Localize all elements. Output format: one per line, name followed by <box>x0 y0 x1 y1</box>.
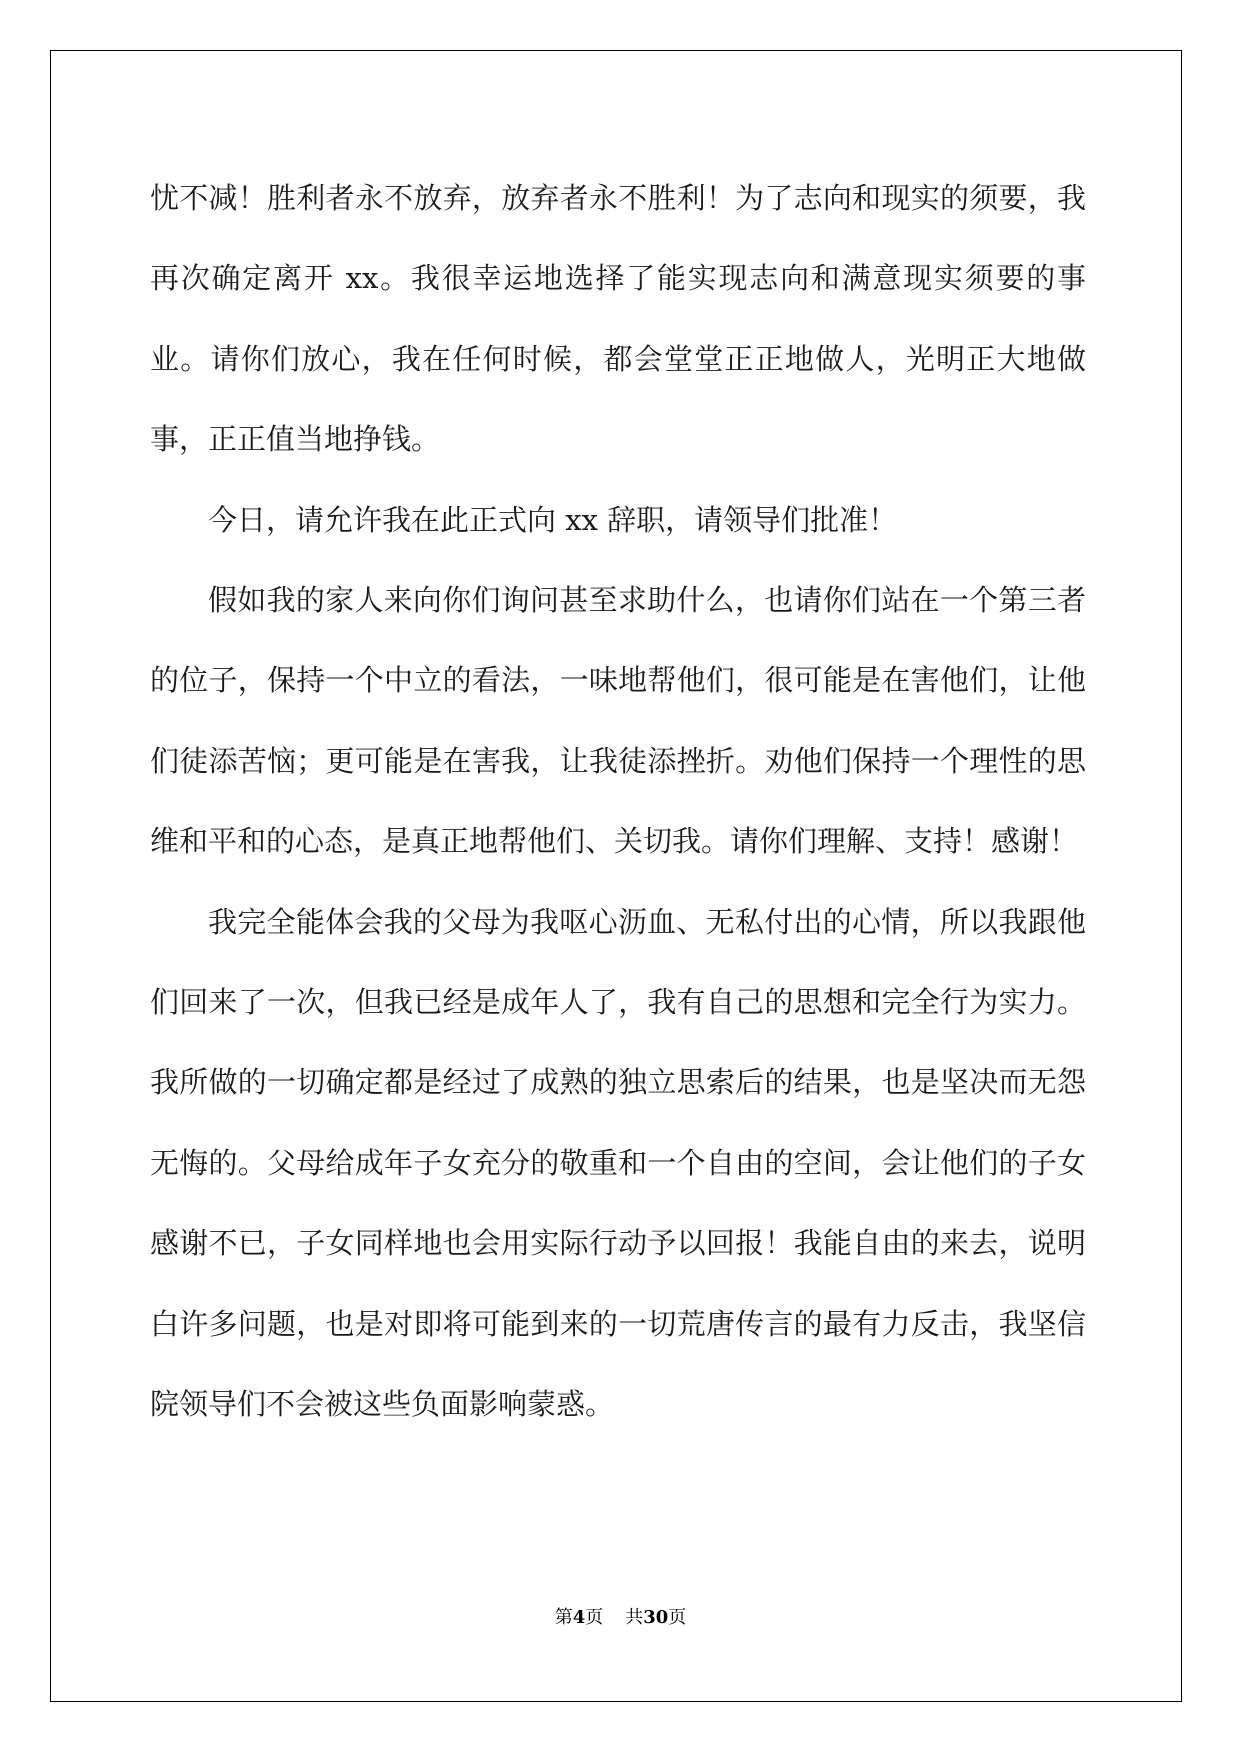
footer-page-suffix: 页 <box>585 1607 604 1628</box>
page-footer <box>0 1606 1241 1630</box>
footer-page-number: 4 <box>572 1607 586 1628</box>
footer-total-prefix: 共 <box>625 1607 644 1628</box>
footer-total-pages: 30 <box>643 1607 669 1628</box>
footer-page-prefix: 第 <box>554 1607 573 1628</box>
paragraph-family-request: 假如我的家人来向你们询问甚至求助什么，也请你们站在一个第三者的位子，保持一个中立的看法，一味地帮他们，很可能是在害他们，让他们徒添苦恼；更可能是在害我，让我徒添挫折。劝他们保持一个理性的思维和平和的心态，是真正地帮他们、关切我。请你们理解、支持！感谢！ <box>150 583 1086 859</box>
paragraph-continuation: 忧不减！胜利者永不放弃，放弃者永不胜利！为了志向和现实的须要，我再次确定离开 xx。我很幸运地选择了能实现志向和满意现实须要的事业。请你们放心，我在任何时候，都会堂堂正正地做人，光明正大地做事，正正值当地挣钱。 <box>150 181 1086 457</box>
document-body <box>150 158 1086 1445</box>
paragraph-resignation-request: 今日，请允许我在此正式向 xx 辞职，请领导们批准！ <box>208 502 898 537</box>
paragraph-parents: 我完全能体会我的父母为我呕心沥血、无私付出的心情，所以我跟他们回来了一次，但我已经是成年人了，我有自己的思想和完全行为实力。我所做的一切确定都是经过了成熟的独立思索后的结果，也是坚决而无怨无悔的。父母给成年子女充分的敬重和一个自由的空间，会让他们的子女感谢不已，子女同样地也会用实际行动予以回报！我能自由的来去，说明白许多问题，也是对即将可能到来的一切荒唐传言的最有力反击，我坚信院领导们不会被这些负面影响蒙惑。 <box>150 904 1086 1422</box>
footer-total-suffix: 页 <box>668 1607 687 1628</box>
